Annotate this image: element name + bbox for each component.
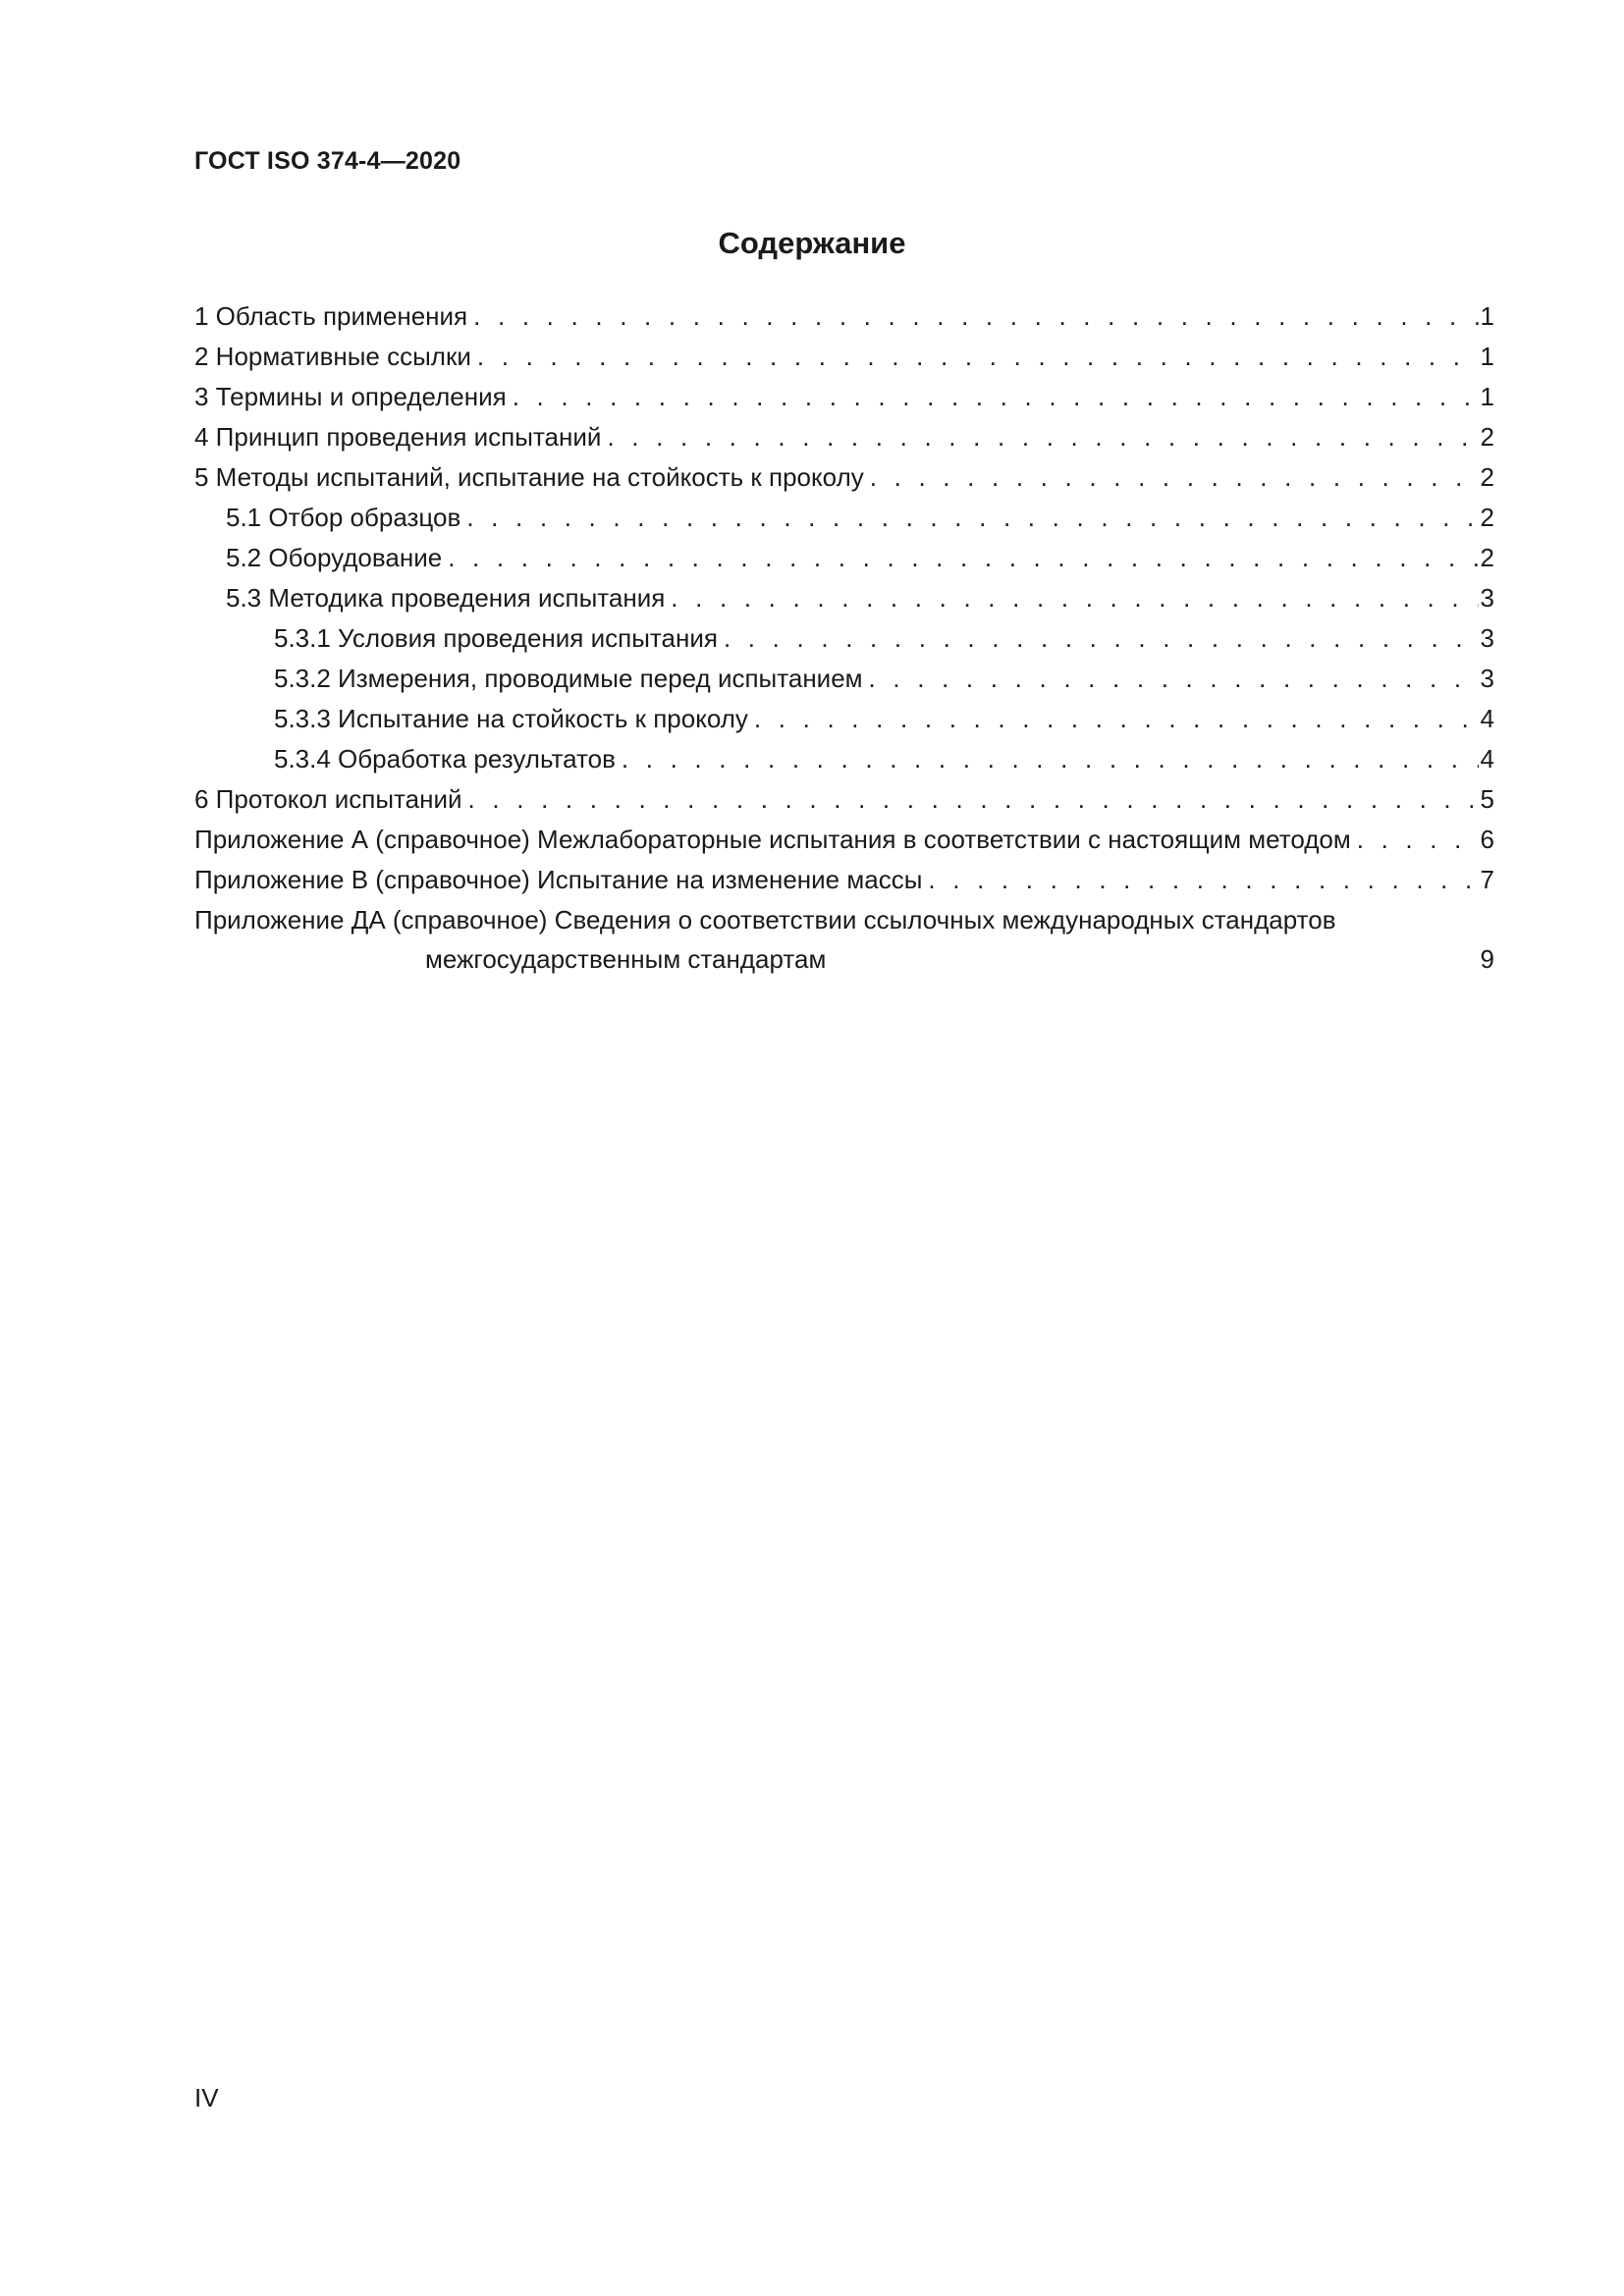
toc-dot-leader xyxy=(869,659,1479,699)
toc-entry[interactable] xyxy=(194,337,1494,377)
toc-entry[interactable] xyxy=(194,538,1494,578)
toc-entry[interactable] xyxy=(194,820,1494,860)
page-number-footer: IV xyxy=(194,2083,219,2112)
toc-entry-label: 5.2 Оборудование xyxy=(226,543,443,572)
toc-entry-label: Приложение ДА (справочное) Сведения о соответствии ссылочных международных стандартов xyxy=(194,905,1336,934)
toc-dot-leader xyxy=(724,618,1479,659)
toc-entry-label: 5.3 Методика проведения испытания xyxy=(226,583,666,613)
toc-entry-label: 3 Термины и определения xyxy=(194,382,507,411)
toc-entry-label: Приложение А (справочное) Межлабораторные испытания в соответствии с настоящим методом xyxy=(194,825,1351,854)
toc-entry-page: 5 xyxy=(1480,784,1494,814)
toc-entry-label: 5 Методы испытаний, испытание на стойкость к проколу xyxy=(194,462,864,492)
toc-entry-label: 5.3.3 Испытание на стойкость к проколу xyxy=(274,704,748,733)
standard-number-header: ГОСТ ISO 374-4—2020 xyxy=(194,147,461,175)
toc-dot-leader xyxy=(473,296,1478,337)
toc-dot-leader xyxy=(622,739,1479,779)
toc-entry-label: 6 Протокол испытаний xyxy=(194,784,462,814)
toc-entry[interactable] xyxy=(194,417,1494,457)
toc-entry-page: 2 xyxy=(1480,422,1494,452)
toc-entry-page: 3 xyxy=(1480,664,1494,693)
toc-entry-page: 1 xyxy=(1480,342,1494,371)
toc-entry-label: 4 Принцип проведения испытаний xyxy=(194,422,602,452)
toc-entry-page: 2 xyxy=(1480,462,1494,492)
toc-entry-annex-da[interactable] xyxy=(194,900,1494,979)
toc-entry-label: Приложение В (справочное) Испытание на изменение массы xyxy=(194,865,923,894)
toc-entry[interactable] xyxy=(194,860,1494,900)
toc-entry[interactable] xyxy=(194,659,1494,699)
toc-dot-leader xyxy=(477,337,1479,377)
toc-entry-label: 5.1 Отбор образцов xyxy=(226,503,461,532)
toc-dot-leader xyxy=(754,699,1479,739)
page-title: Содержание xyxy=(718,226,906,260)
toc-entry-label: 5.3.2 Измерения, проводимые перед испытанием xyxy=(274,664,863,693)
toc-entry[interactable] xyxy=(194,699,1494,739)
toc-dot-leader xyxy=(466,498,1478,538)
toc-entry[interactable] xyxy=(194,618,1494,659)
toc-entry-page: 2 xyxy=(1480,543,1494,572)
table-of-contents xyxy=(194,296,1494,979)
toc-dot-leader xyxy=(928,860,1478,900)
toc-dot-leader xyxy=(607,417,1478,457)
toc-entry-label: 2 Нормативные ссылки xyxy=(194,342,471,371)
toc-entry-page: 4 xyxy=(1480,744,1494,774)
toc-entry[interactable] xyxy=(194,377,1494,417)
toc-entry-page: 1 xyxy=(1480,382,1494,411)
toc-dot-leader xyxy=(870,457,1479,498)
toc-entry-page: 1 xyxy=(1480,301,1494,331)
toc-entry-label: 1 Область применения xyxy=(194,301,468,331)
toc-dot-leader xyxy=(448,538,1478,578)
toc-entry-page: 6 xyxy=(1480,825,1494,854)
toc-dot-leader xyxy=(1357,820,1479,860)
toc-entry[interactable] xyxy=(194,457,1494,498)
toc-entry-page: 9 xyxy=(1480,944,1494,974)
toc-dot-leader xyxy=(468,779,1479,820)
toc-entry[interactable] xyxy=(194,498,1494,538)
toc-entry-label: 5.3.4 Обработка результатов xyxy=(274,744,616,774)
toc-entry-page: 3 xyxy=(1480,623,1494,653)
toc-entry-page: 4 xyxy=(1480,704,1494,733)
toc-dot-leader xyxy=(671,578,1478,618)
toc-entry-page: 2 xyxy=(1480,503,1494,532)
toc-entry[interactable] xyxy=(194,578,1494,618)
toc-entry-page: 3 xyxy=(1480,583,1494,613)
toc-entry-label-continued: межгосударственным стандартам xyxy=(425,944,827,974)
toc-entry-page: 7 xyxy=(1480,865,1494,894)
toc-entry[interactable] xyxy=(194,739,1494,779)
toc-entry-label: 5.3.1 Условия проведения испытания xyxy=(274,623,718,653)
toc-entry[interactable] xyxy=(194,296,1494,337)
toc-entry[interactable] xyxy=(194,779,1494,820)
toc-dot-leader xyxy=(513,377,1479,417)
